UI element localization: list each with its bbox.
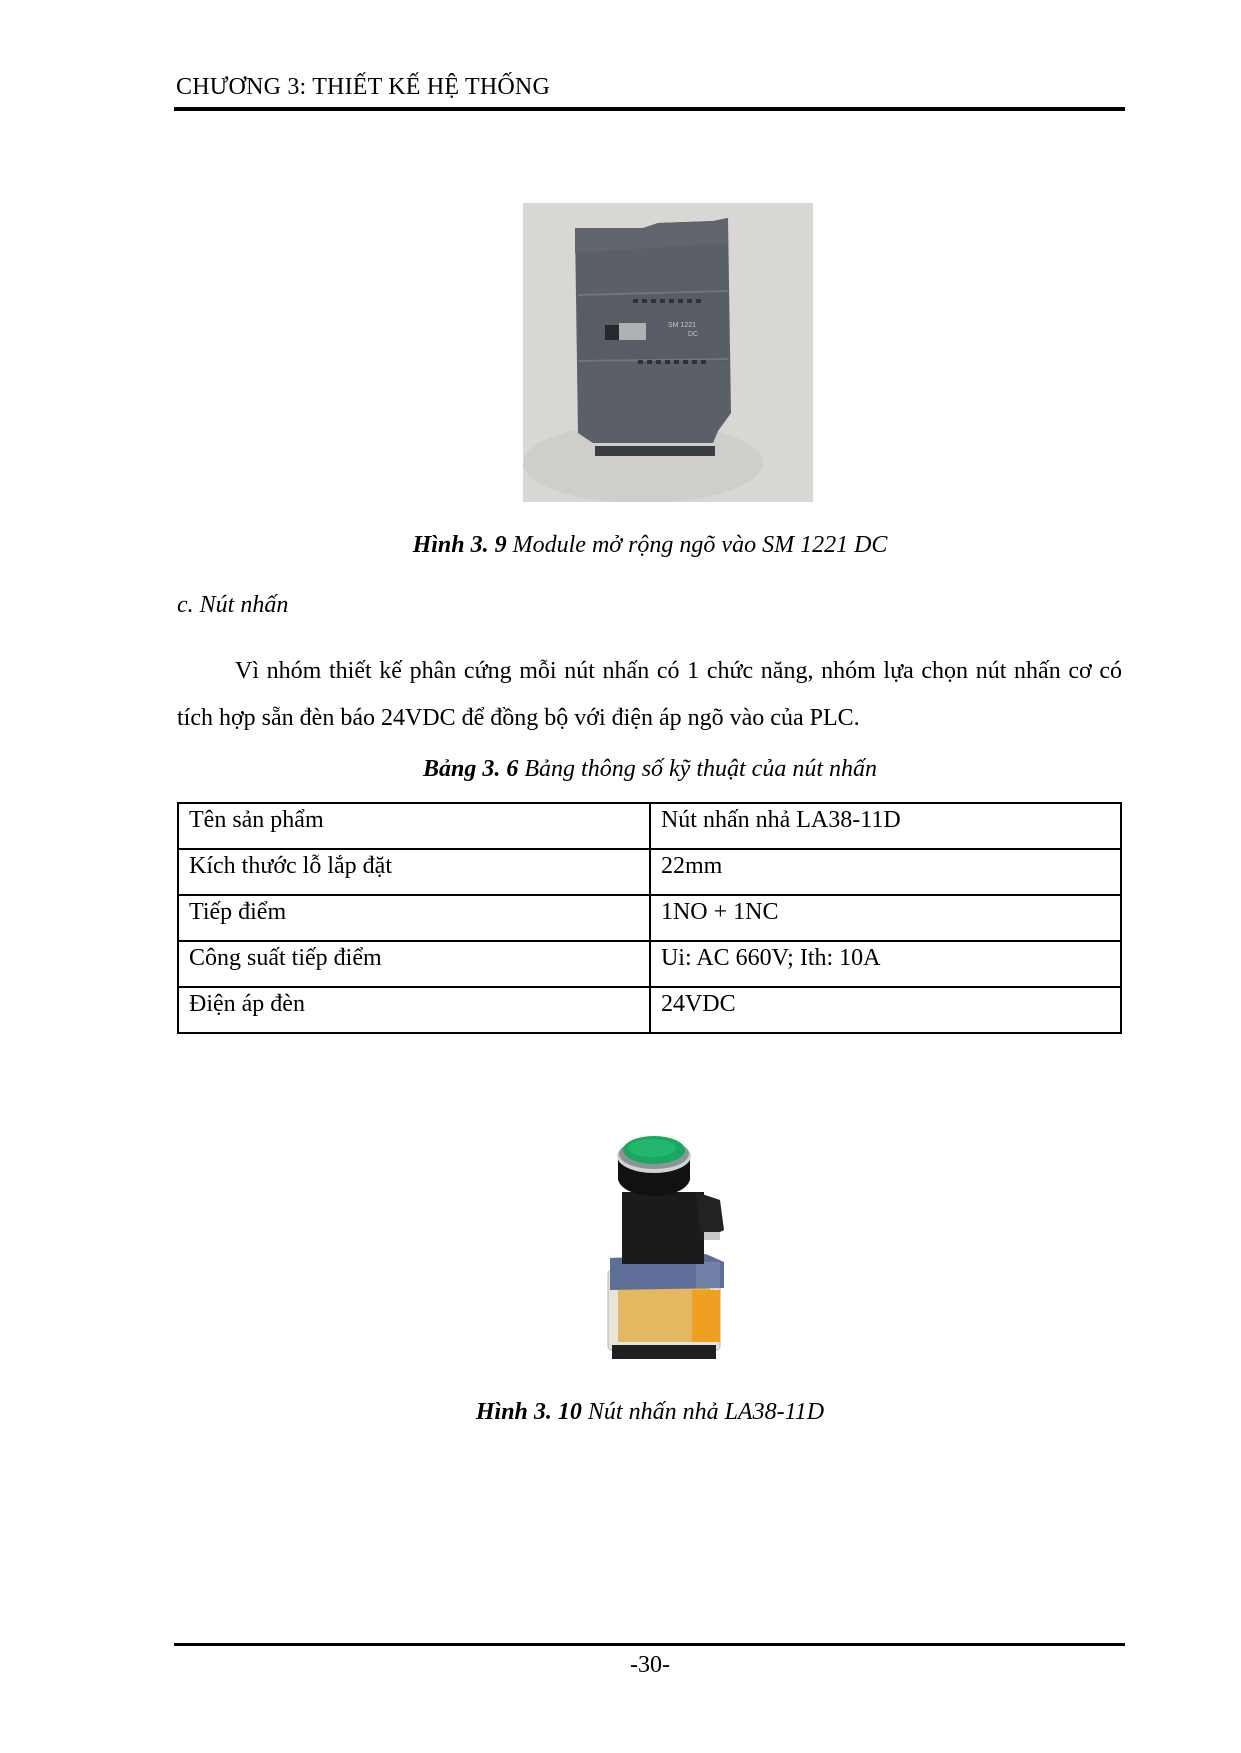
push-button-illustration: [596, 1120, 746, 1365]
table-label: Bảng 3. 6: [423, 756, 519, 782]
spec-label: Công suất tiếp điểm: [178, 941, 650, 987]
chapter-header: CHƯƠNG 3: THIẾT KẾ HỆ THỐNG: [176, 74, 551, 100]
spec-value: 1NO + 1NC: [650, 895, 1121, 941]
spec-label: Kích thước lỗ lắp đặt: [178, 849, 650, 895]
body-paragraph: Vì nhóm thiết kế phân cứng mỗi nút nhấn có 1 chức năng, nhóm lựa chọn nút nhấn cơ có tích hợp sẵn đèn báo 24VDC để đồng bộ với điện áp ngõ vào của PLC.: [177, 658, 1122, 731]
figure-label: Hình 3. 9: [412, 532, 507, 558]
spec-label: Tên sản phẩm: [178, 803, 650, 849]
spec-label: Điện áp đèn: [178, 987, 650, 1033]
plc-module-illustration: [523, 203, 813, 502]
spec-value: Nút nhấn nhả LA38-11D: [650, 803, 1121, 849]
table-row: [178, 849, 1121, 895]
svg-text:DC: DC: [688, 331, 699, 338]
figure-label: Hình 3. 10: [475, 1399, 582, 1425]
spec-value: 24VDC: [650, 987, 1121, 1033]
table-caption-3-6: [0, 756, 1241, 783]
table-row: [178, 803, 1121, 849]
spec-label: Tiếp điểm: [178, 895, 650, 941]
footer-divider: [174, 1643, 1125, 1646]
figure-caption-3-10: [0, 1399, 1241, 1426]
spec-value: 22mm: [650, 849, 1121, 895]
figure-plc-module-image: [523, 203, 813, 502]
push-button-spec-table: [177, 802, 1122, 1034]
figure-caption-text: Module mở rộng ngõ vào SM 1221 DC: [506, 532, 888, 558]
svg-text:SM 1221: SM 1221: [668, 322, 697, 329]
figure-caption-3-9: [0, 532, 1241, 559]
table-row: [178, 895, 1121, 941]
page-number: -30-: [630, 1652, 670, 1678]
section-subheading: c. Nút nhấn: [177, 592, 289, 618]
figure-push-button-image: [596, 1120, 746, 1365]
table-row: [178, 941, 1121, 987]
table-row: [178, 987, 1121, 1033]
figure-caption-text: Nút nhấn nhả LA38-11D: [581, 1399, 825, 1425]
header-divider: [174, 107, 1125, 111]
table-caption-text: Bảng thông số kỹ thuật của nút nhấn: [518, 756, 877, 782]
spec-value: Ui: AC 660V; Ith: 10A: [650, 941, 1121, 987]
